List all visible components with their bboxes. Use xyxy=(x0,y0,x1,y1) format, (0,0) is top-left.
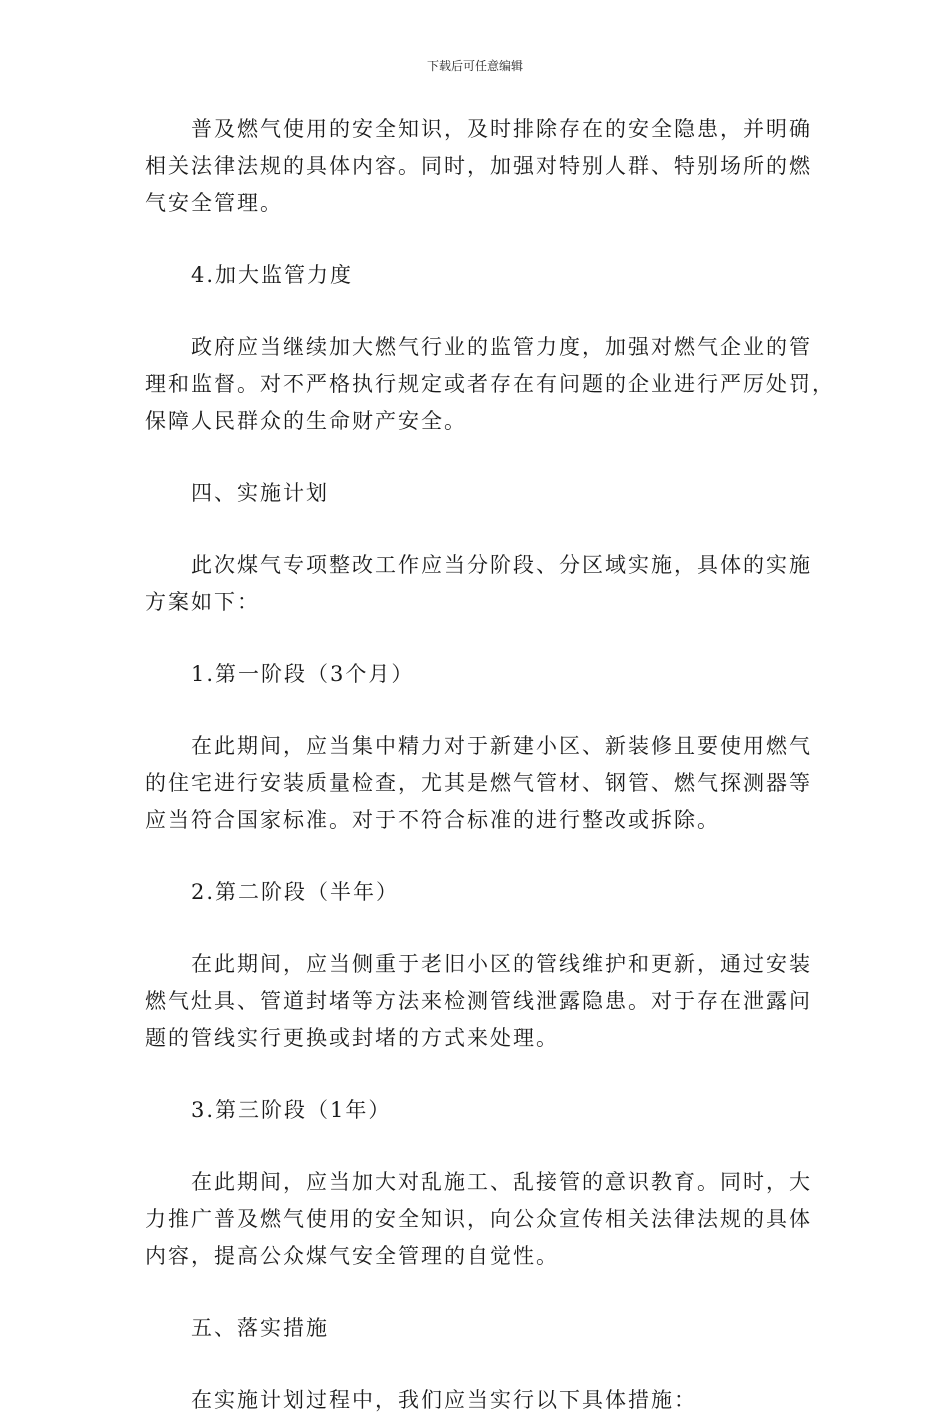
paragraph-line: 内容，提高公众煤气安全管理的自觉性。 xyxy=(145,1244,559,1268)
section-heading: 3.第三阶段（1年） xyxy=(191,1098,392,1122)
paragraph-line: 在实施计划过程中，我们应当实行以下具体措施： xyxy=(191,1388,697,1412)
paragraph-line: 气安全管理。 xyxy=(145,191,283,215)
paragraph-gap xyxy=(145,512,805,547)
paragraph-gap xyxy=(145,440,805,475)
paragraph-line: 应当符合国家标准。对于不符合标准的进行整改或拆除。 xyxy=(145,808,720,832)
paragraph xyxy=(145,1164,812,1275)
paragraph-gap xyxy=(145,1347,805,1382)
document-body xyxy=(145,111,835,1419)
paragraph-gap xyxy=(145,621,805,656)
paragraph-gap xyxy=(145,1129,805,1164)
paragraph-gap xyxy=(145,1275,805,1310)
section-heading: 2.第二阶段（半年） xyxy=(191,880,400,904)
paragraph-line: 普及燃气使用的安全知识，及时排除存在的安全隐患，并明确 xyxy=(191,117,812,141)
paragraph-line: 此次煤气专项整改工作应当分阶段、分区域实施，具体的实施 xyxy=(191,553,812,577)
paragraph-line: 燃气灶具、管道封堵等方法来检测管线泄露隐患。对于存在泄露问 xyxy=(145,989,812,1013)
section-heading: 1.第一阶段（3个月） xyxy=(191,662,415,686)
paragraph-line: 理和监督。对不严格执行规定或者存在有问题的企业进行严厉处罚， xyxy=(145,372,835,396)
paragraph-line: 在此期间，应当加大对乱施工、乱接管的意识教育。同时，大 xyxy=(191,1170,812,1194)
paragraph-gap xyxy=(145,1057,805,1092)
paragraph xyxy=(145,946,812,1057)
paragraph-line: 题的管线实行更换或封堵的方式来处理。 xyxy=(145,1026,559,1050)
paragraph-gap xyxy=(145,222,805,257)
section-heading: 四、实施计划 xyxy=(191,481,329,505)
section-heading: 4.加大监管力度 xyxy=(191,263,354,287)
paragraph xyxy=(145,728,812,839)
paragraph xyxy=(145,547,812,621)
paragraph-line: 在此期间，应当侧重于老旧小区的管线维护和更新，通过安装 xyxy=(191,952,812,976)
paragraph-line: 方案如下： xyxy=(145,590,260,614)
paragraph-line: 相关法律法规的具体内容。同时，加强对特别人群、特别场所的燃 xyxy=(145,154,812,178)
paragraph-line: 力推广普及燃气使用的安全知识，向公众宣传相关法律法规的具体 xyxy=(145,1207,812,1231)
paragraph xyxy=(145,329,835,440)
paragraph-line: 在此期间，应当集中精力对于新建小区、新装修且要使用燃气 xyxy=(191,734,812,758)
paragraph-gap xyxy=(145,294,805,329)
section-heading: 五、落实措施 xyxy=(191,1316,329,1340)
paragraph-line: 政府应当继续加大燃气行业的监管力度，加强对燃气企业的管 xyxy=(191,335,812,359)
paragraph-line: 保障人民群众的生命财产安全。 xyxy=(145,409,467,433)
page-header: 下载后可任意编辑 xyxy=(426,59,523,73)
paragraph xyxy=(145,111,812,222)
paragraph-line: 的住宅进行安装质量检查，尤其是燃气管材、钢管、燃气探测器等 xyxy=(145,771,812,795)
paragraph-gap xyxy=(145,839,805,874)
paragraph-gap xyxy=(145,911,805,946)
paragraph xyxy=(145,1382,805,1419)
paragraph-gap xyxy=(145,693,805,728)
